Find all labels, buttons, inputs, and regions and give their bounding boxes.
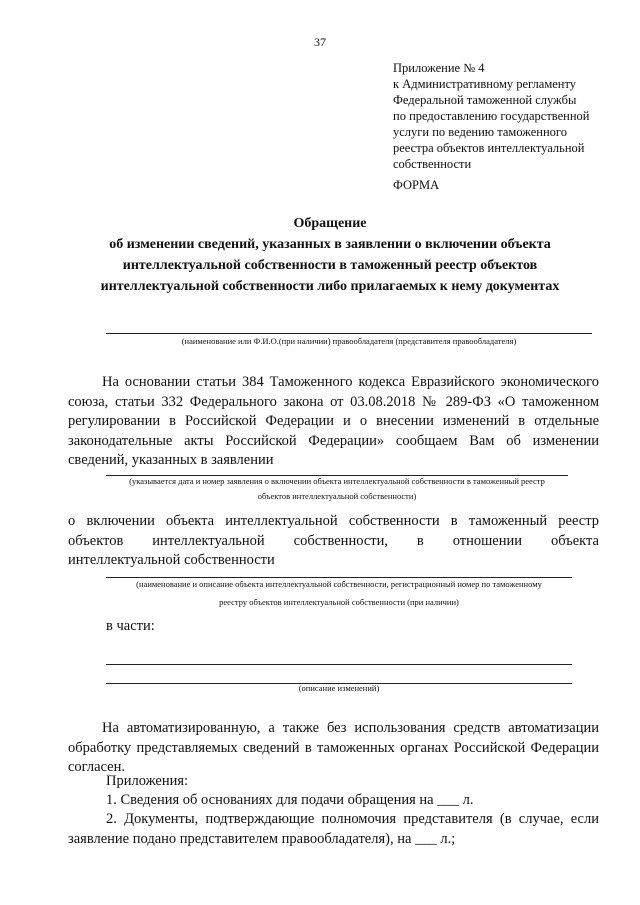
appendix-line: к Административному регламенту [393,77,577,91]
holder-name-field-line[interactable] [106,333,592,334]
document-title [60,213,600,297]
appendix-line: Федеральной таможенной службы [393,93,577,107]
page-number: 37 [314,35,326,49]
attachment-item-1: 1. Сведения об основаниях для подачи обращения на ___ л. [106,792,474,808]
title-line: интеллектуальной собственности либо прилагаемых к нему документах [100,279,560,294]
in-part-label: в части: [106,618,155,634]
title-line: интеллектуальной собственности в таможенный реестр объектов [122,258,538,273]
consent-paragraph: На автоматизированную, а также без использования средств автоматизации обработку представляемых сведений в таможенных органах Российской Федерации согласен. [68,720,599,775]
holder-name-caption: (наименование или Ф.И.О.(при наличии) правообладателя (представителя правообладателя) [181,336,517,346]
changes-caption: (описание изменений) [298,683,380,693]
intro-paragraph: На основании статьи 384 Таможенного кодекса Евразийского экономического союза, статьи 332 Федерального закона от 03.08.2018 № 289-ФЗ «О таможенном регулировании в Российской Федерации и о внесении изменений в отдельные законодательные акты Российской Федерации» сообщаем Вам об изменении сведений, указанных в заявлении [68,374,599,468]
title-line: об изменении сведений, указанных в заявлении о включении объекта [109,237,551,252]
appendix-line: услуги по ведению таможенного [393,125,567,139]
attachments-label: Приложения: [106,773,189,789]
changes-field-line-1[interactable] [106,664,572,665]
appendix-line: по предоставлению государственной [393,109,590,123]
attachment-item-2: 2. Документы, подтверждающие полномочия представителя (в случае, если заявление подано представителем правообладателя), на ___ л.; [68,811,599,847]
application-caption-line2: объектов интеллектуальной собственности) [257,491,417,501]
object-caption-line2: реестру объектов интеллектуальной собственности (при наличии) [219,597,459,607]
form-label: ФОРМА [393,178,440,192]
object-caption-line1: (наименование и описание объекта интеллектуальной собственности, регистрационный номер по таможенному [136,579,542,589]
title-heading: Обращение [293,216,367,231]
object-field-line[interactable] [106,577,572,578]
appendix-line: собственности [393,157,472,171]
appendix-line: Приложение № 4 [393,61,485,75]
inclusion-paragraph-end: интеллектуальной собственности [68,552,275,568]
application-caption-line1: (указывается дата и номер заявления о включении объекта интеллектуальной собственности в таможенный реестр [129,476,545,486]
appendix-line: реестра объектов интеллектуальной [393,141,585,155]
appendix-block [393,60,613,172]
inclusion-paragraph: о включении объекта интеллектуальной собственности в таможенный реестр объектов интеллектуальной собственности, в отношении объекта [68,513,599,549]
